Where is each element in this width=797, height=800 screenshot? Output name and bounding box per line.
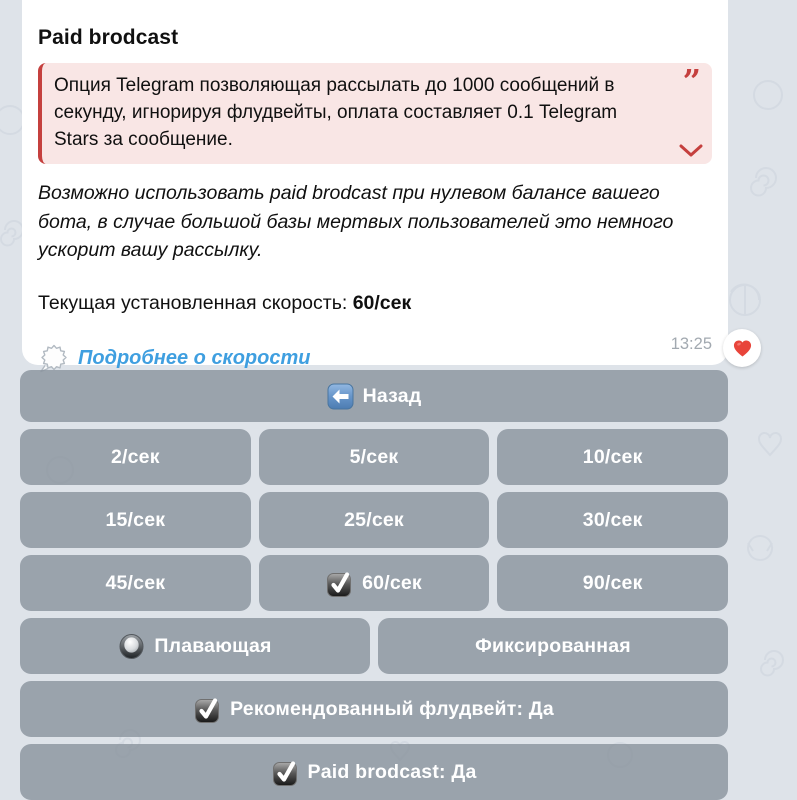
message-title: Paid brodcast [38, 26, 179, 49]
keyboard-button-label: 45/сек [105, 571, 166, 594]
keyboard-button-label: 15/сек [105, 508, 166, 531]
keyboard-button-label: 30/сек [582, 508, 643, 531]
chevron-down-icon[interactable] [679, 144, 703, 157]
kb-mode-floating[interactable] [20, 618, 370, 674]
checkbox-checked-icon [194, 696, 221, 723]
message-note: Возможно использовать paid brodcast при нулевом балансе вашего бота, в случае большой базы мертвых пользователей это немного ускорит вашу рассылку. [38, 182, 674, 261]
keyboard-button-label: Назад [362, 384, 422, 407]
kb-paid-broadcast-toggle[interactable] [20, 744, 728, 800]
quote-text: Опция Telegram позволяющая рассылать до 1000 сообщений в секунду, игнорируя флудвейты, оплата составляет 0.1 Telegram Stars за сообщение. [54, 75, 618, 150]
keyboard-row [20, 555, 728, 611]
current-speed-label: Текущая установленная скорость: [38, 291, 353, 314]
keyboard-button-label: 2/сек [110, 445, 160, 468]
heart-reaction-badge[interactable] [723, 329, 761, 367]
kb-speed-15[interactable] [20, 492, 251, 548]
kb-speed-10[interactable] [497, 429, 728, 485]
keyboard-button-label: Фиксированная [475, 634, 631, 657]
back-arrow-icon [327, 383, 354, 410]
current-speed-line [38, 292, 712, 315]
kb-speed-5[interactable] [259, 429, 490, 485]
quote-block [38, 63, 712, 164]
kb-speed-2[interactable] [20, 429, 251, 485]
kb-speed-30[interactable] [497, 492, 728, 548]
quote-icon: ” [682, 62, 701, 100]
keyboard-button-label: 90/сек [582, 571, 643, 594]
kb-speed-60-selected[interactable] [259, 555, 490, 611]
kb-back-button[interactable] [20, 370, 728, 422]
keyboard-button-label: Плавающая [154, 634, 272, 657]
keyboard-row [20, 681, 728, 737]
keyboard-row [20, 429, 728, 485]
checkbox-checked-icon [272, 759, 299, 786]
radio-button-icon [118, 633, 145, 660]
keyboard-row [20, 744, 728, 800]
heart-icon [732, 338, 753, 359]
kb-recommended-floodwait-toggle[interactable] [20, 681, 728, 737]
burst-speech-bubble-icon [38, 344, 69, 373]
kb-speed-90[interactable] [497, 555, 728, 611]
keyboard-button-label: 10/сек [582, 445, 643, 468]
keyboard-button-label: 25/сек [344, 508, 404, 531]
speed-details-link[interactable]: Подробнее о скорости [78, 346, 311, 369]
keyboard-button-label: 5/сек [349, 445, 399, 468]
speed-details-row [38, 344, 712, 373]
kb-speed-25[interactable] [259, 492, 490, 548]
keyboard-button-label: Paid brodcast: Да [307, 760, 477, 783]
message-timestamp: 13:25 [670, 335, 712, 353]
current-speed-value: 60/сек [352, 291, 412, 314]
keyboard-row [20, 492, 728, 548]
keyboard-row [20, 618, 728, 674]
message-bubble [22, 0, 728, 369]
kb-mode-fixed[interactable] [378, 618, 728, 674]
keyboard-button-label: Рекомендованный флудвейт: Да [230, 697, 554, 720]
checkbox-checked-icon [326, 570, 353, 597]
keyboard-button-label: 60/сек [362, 571, 422, 594]
kb-speed-45[interactable] [20, 555, 251, 611]
keyboard-row [20, 370, 728, 422]
inline-keyboard [20, 370, 728, 800]
